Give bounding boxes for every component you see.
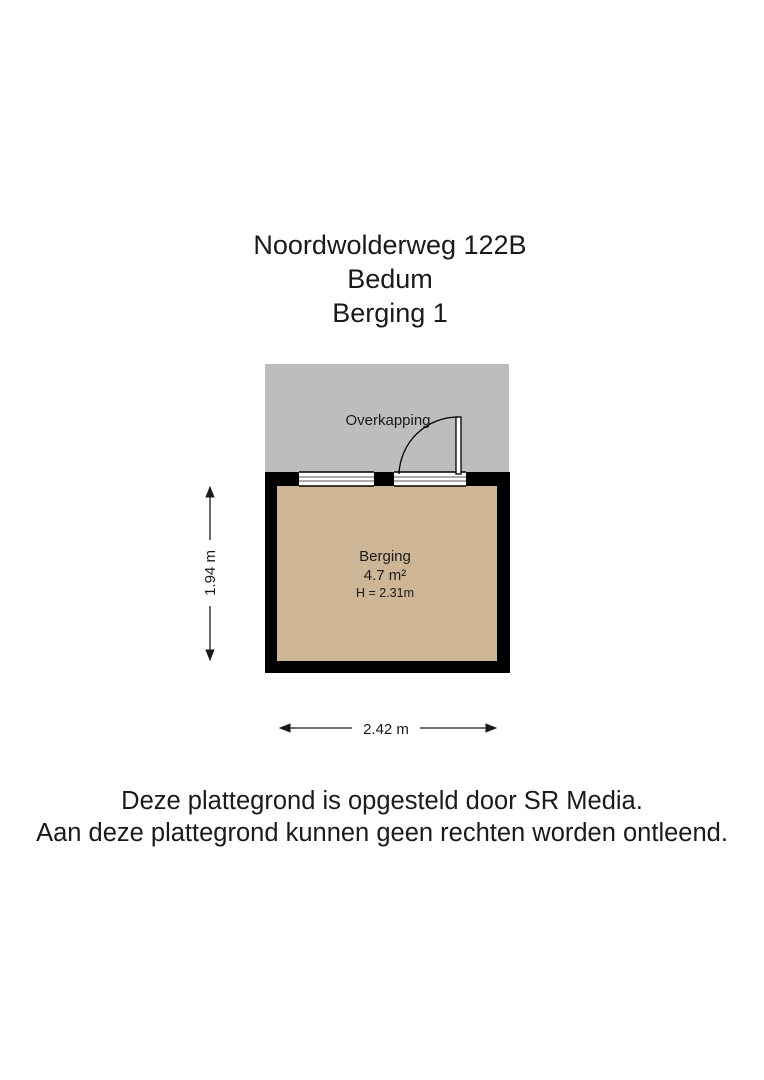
disclaimer-line-2: Aan deze plattegrond kunnen geen rechten worden ontleend. — [36, 819, 728, 847]
floor-title: Berging 1 — [332, 298, 448, 328]
disclaimer — [0, 785, 764, 849]
city-title: Bedum — [347, 264, 433, 294]
room-name: Berging — [359, 548, 411, 565]
height-dimension — [202, 487, 219, 660]
window-left — [299, 472, 374, 486]
height-dimension-label: 1.94 m — [202, 550, 219, 596]
room-area: 4.7 m² — [363, 567, 407, 584]
door-window — [394, 472, 466, 486]
address-title: Noordwolderweg 122B — [253, 230, 527, 260]
width-dimension-label: 2.42 m — [363, 721, 409, 738]
overkapping-label: Overkapping — [345, 412, 431, 429]
room-height: H = 2.31m — [355, 586, 415, 600]
width-dimension — [280, 721, 496, 738]
disclaimer-line-1: Deze plattegrond is opgesteld door SR Media. — [121, 787, 643, 815]
